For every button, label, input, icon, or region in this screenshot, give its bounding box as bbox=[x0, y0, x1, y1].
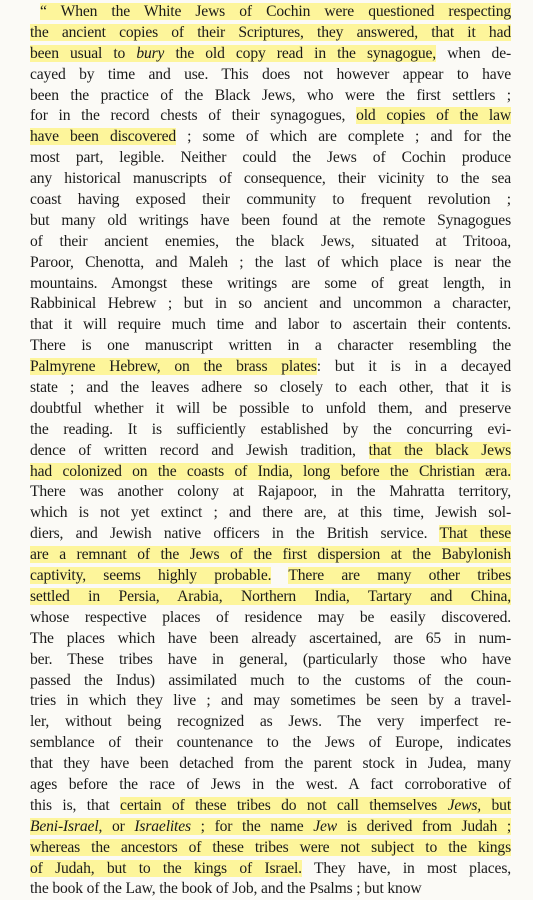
text-line bbox=[30, 106, 511, 127]
highlighted-text: certain of these tribes do not call themselves bbox=[120, 796, 448, 814]
text-line bbox=[30, 190, 511, 211]
highlighted-text: are a remnant of the Jews of the first dispersion at the Babylonish bbox=[30, 546, 511, 564]
text-line bbox=[30, 587, 511, 608]
highlighted-text: old copies of the law bbox=[356, 107, 511, 125]
highlighted-text: have been discovered bbox=[30, 128, 176, 146]
text-line bbox=[30, 817, 511, 838]
text-line bbox=[30, 336, 511, 357]
text-line bbox=[30, 608, 511, 629]
text-segment: when de- bbox=[436, 44, 512, 62]
text-segment: mountains. Amongst these writings are some of great length, in bbox=[30, 274, 511, 292]
highlighted-text: That these bbox=[439, 525, 512, 543]
text-segment: The places which have been already ascertained, are 65 in num- bbox=[30, 629, 511, 647]
text-line bbox=[30, 859, 511, 880]
text-segment: They have, in most places, bbox=[301, 859, 511, 877]
highlighted-text: whereas the ancestors of these tribes were not subject to the kings bbox=[30, 838, 511, 856]
text-segment: dence of written record and Jewish tradition, bbox=[30, 441, 369, 459]
highlighted-text: been usual to bbox=[30, 44, 137, 62]
text-line bbox=[30, 503, 511, 524]
text-line bbox=[30, 65, 511, 86]
text-line bbox=[30, 545, 511, 566]
highlighted-text: the old copy read in the synagogue, bbox=[164, 44, 437, 62]
text-line bbox=[30, 796, 511, 817]
text-line bbox=[30, 441, 511, 462]
text-segment: this is, that bbox=[30, 796, 121, 814]
highlighted-text: but bbox=[481, 796, 512, 814]
text-line bbox=[30, 482, 511, 503]
text-segment: but many old writings have been found at the remote Synagogues bbox=[30, 211, 511, 229]
text-line bbox=[30, 650, 511, 671]
text-segment: most part, legible. Neither could the Jews of Cochin produce bbox=[30, 149, 511, 167]
text-segment: whose respective places of residence may be easily discovered. bbox=[30, 608, 511, 626]
text-line bbox=[30, 629, 511, 650]
highlighted-text: Israelites bbox=[134, 817, 191, 835]
text-segment: that they have been detached from the parent stock in Judea, many bbox=[30, 755, 511, 773]
text-segment: been the practice of the Black Jews, who were the first settlers ; bbox=[30, 86, 511, 104]
highlighted-text: “ When the White Jews of Cochin were questioned respecting bbox=[40, 3, 511, 20]
text-segment: cayed by time and use. This does not however appear to have bbox=[30, 65, 511, 83]
highlighted-text: captivity, seems highly probable. bbox=[30, 567, 272, 585]
text-segment: ; some of which are complete ; and for the bbox=[176, 128, 512, 146]
highlighted-text: is derived from Judah ; bbox=[337, 817, 511, 835]
text-segment: ler, without being recognized as Jews. The very imperfect re- bbox=[30, 713, 511, 731]
text-line bbox=[30, 671, 511, 692]
text-line bbox=[30, 169, 511, 190]
text-segment: ages before the race of Jews in the west. A fact corroborative of bbox=[30, 775, 511, 793]
highlighted-text: Jews, bbox=[447, 796, 482, 814]
text-segment: : but it is in a decayed bbox=[316, 358, 511, 376]
text-segment bbox=[271, 567, 288, 584]
text-segment: state ; and the leaves adhere so closely to each other, that it is bbox=[30, 379, 511, 397]
text-line bbox=[30, 566, 511, 587]
highlighted-text: Palmyrene Hebrew, on the brass plates bbox=[30, 358, 317, 376]
highlighted-text: Beni-Israel bbox=[30, 817, 99, 835]
text-segment: which is not yet extinct ; and there are, at this time, Jewish sol- bbox=[30, 504, 511, 522]
text-segment: the reading. It is sufficiently established by the concurring evi- bbox=[30, 420, 511, 438]
text-segment: semblance of their countenance to the Jews of Europe, indicates bbox=[30, 734, 511, 752]
text-segment: ber. These tribes have in general, (particularly those who have bbox=[30, 650, 511, 668]
text-line bbox=[30, 23, 511, 44]
text-segment: the book of the Law, the book of Job, and the Psalms ; but know bbox=[30, 880, 422, 898]
text-segment: any historical manuscripts of consequence, their vicinity to the sea bbox=[30, 170, 511, 188]
text-line bbox=[30, 754, 511, 775]
text-line bbox=[30, 399, 511, 420]
text-segment: Paroor, Chenotta, and Maleh ; the last of which place is near the bbox=[30, 253, 511, 271]
text-segment: that it will require much time and labor to ascertain their contents. bbox=[30, 316, 511, 334]
highlighted-text: that the black Jews bbox=[368, 441, 511, 459]
highlighted-text: had colonized on the coasts of India, long before the Christian æra. bbox=[30, 462, 511, 480]
text-segment: for in the record chests of their synagogues, bbox=[30, 107, 357, 125]
text-segment: There was another colony at Rajapoor, in the Mahratta territory, bbox=[30, 483, 511, 501]
text-line bbox=[30, 357, 511, 378]
text-line bbox=[30, 691, 511, 712]
text-line bbox=[30, 127, 511, 148]
text-line bbox=[30, 879, 511, 900]
text-line bbox=[30, 232, 511, 253]
text-line bbox=[30, 378, 511, 399]
highlighted-text: , or bbox=[98, 817, 135, 835]
text-segment: Rabbinical Hebrew ; but in so ancient and uncommon a character, bbox=[30, 295, 511, 313]
text-segment: passed the Indus) assimilated much to the customs of the coun- bbox=[30, 671, 511, 689]
text-line bbox=[30, 274, 511, 295]
highlighted-text: the ancient copies of their Scriptures, they answered, that it had bbox=[30, 23, 511, 41]
text-line bbox=[30, 775, 511, 796]
highlighted-text: ; for the name bbox=[190, 817, 314, 835]
highlighted-text: of Judah, but to the kings of Israel. bbox=[30, 859, 302, 877]
highlighted-text: There are many other tribes bbox=[288, 567, 511, 585]
text-line bbox=[30, 462, 511, 483]
text-line bbox=[30, 148, 511, 169]
text-line bbox=[30, 315, 511, 336]
text-line bbox=[30, 211, 511, 232]
text-segment: There is one manuscript written in a character resembling the bbox=[30, 337, 511, 355]
text-line bbox=[30, 420, 511, 441]
text-line bbox=[30, 524, 511, 545]
text-segment: diers, and Jewish native officers in the British service. bbox=[30, 525, 440, 543]
text-segment: of their ancient enemies, the black Jews, situated at Tritooa, bbox=[30, 232, 511, 250]
text-segment: doubtful whether it will be possible to unfold them, and preserve bbox=[30, 399, 511, 417]
text-line bbox=[30, 294, 511, 315]
highlighted-text: bury bbox=[136, 44, 165, 62]
text-line bbox=[30, 733, 511, 754]
text-segment: tries in which they live ; and may sometimes be seen by a travel- bbox=[30, 692, 511, 710]
text-segment: coast having exposed their community to frequent revolution ; bbox=[30, 191, 511, 209]
text-line bbox=[30, 838, 511, 859]
highlighted-text: Jew bbox=[313, 817, 338, 835]
text-line bbox=[30, 86, 511, 107]
text-line bbox=[30, 44, 511, 65]
highlighted-text: settled in Persia, Arabia, Northern India, Tartary and China, bbox=[30, 587, 511, 605]
text-line bbox=[30, 253, 511, 274]
text-line bbox=[30, 2, 511, 23]
text-line bbox=[30, 712, 511, 733]
